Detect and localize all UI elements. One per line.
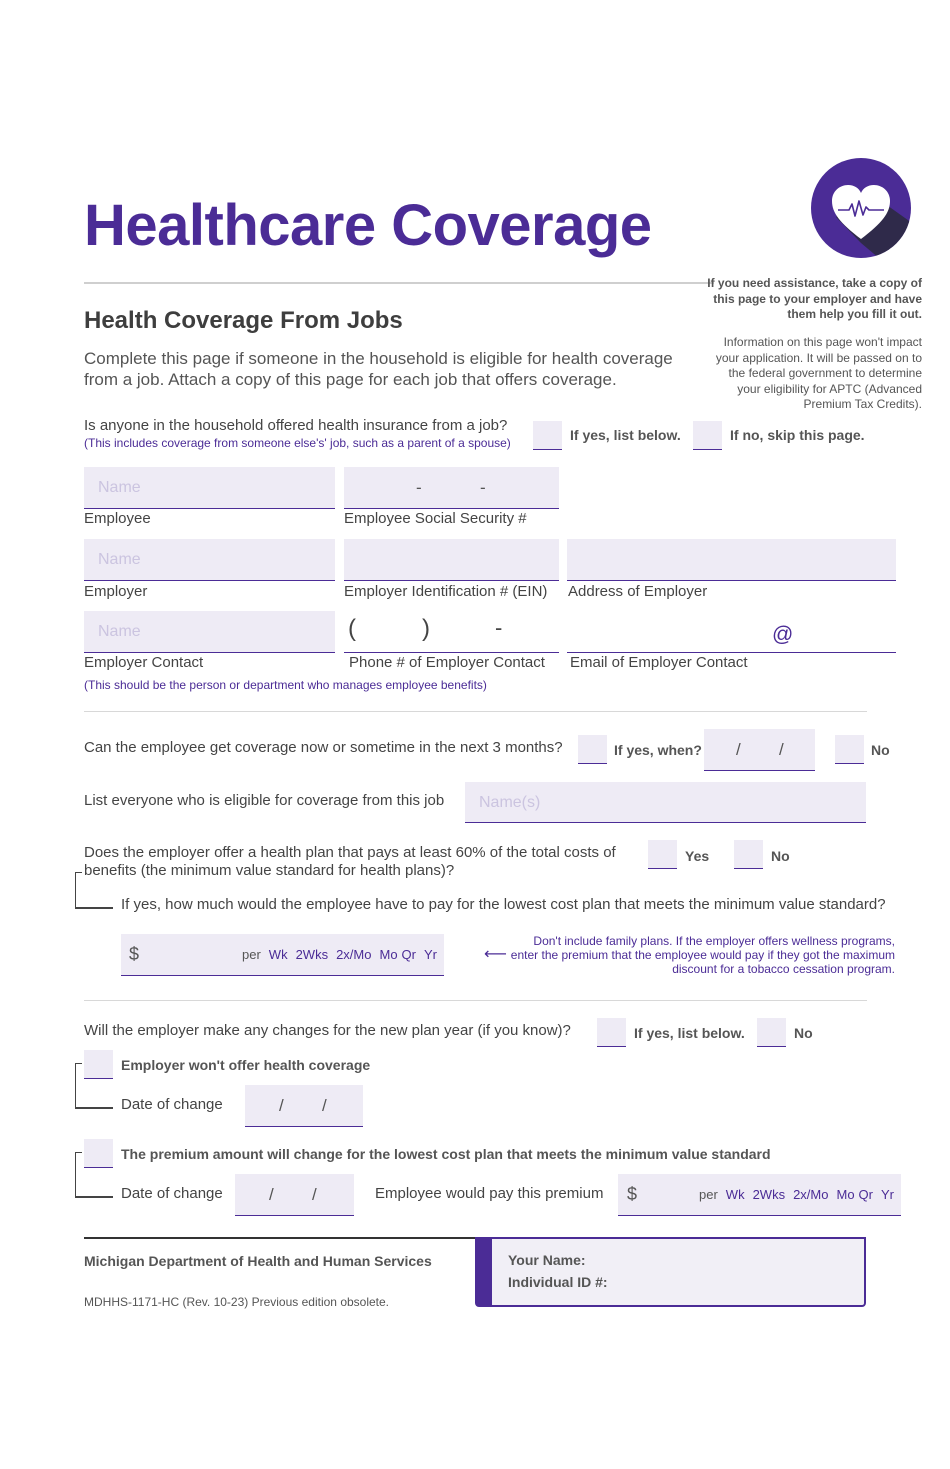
q2-yes-checkbox[interactable]: [578, 735, 607, 764]
q4-question-line1: Does the employer offer a health plan that pays at least 60% of the total costs of: [84, 844, 616, 861]
opt2-unit-mo[interactable]: Mo: [836, 1187, 855, 1202]
employer-contact-label: Employer Contact: [84, 654, 204, 671]
email-at-sign: @: [772, 623, 794, 646]
q5-no-checkbox[interactable]: [757, 1018, 786, 1047]
footer-rule: [84, 1237, 484, 1239]
q1-no-label: If no, skip this page.: [730, 427, 865, 443]
heart-pulse-icon: [810, 157, 912, 259]
section-intro: Complete this page if someone in the household is eligible for health coverage from a job. Attach a copy of this page for each job that offers coverage.: [84, 349, 673, 389]
opt1-label: Employer won't offer health coverage: [121, 1057, 371, 1073]
q4-note-line3: discount for a tobacco cessation program.: [672, 962, 895, 976]
q1-yes-label: If yes, list below.: [570, 427, 681, 443]
opt2-unit-2xmo[interactable]: 2x/Mo: [793, 1187, 829, 1202]
employee-label: Employee: [84, 510, 151, 527]
q4-no-checkbox[interactable]: [734, 840, 763, 869]
employer-contact-placeholder: Name: [98, 623, 141, 640]
contact-phone-label: Phone # of Employer Contact: [349, 654, 545, 671]
id-box: [475, 1237, 866, 1307]
arrow-left-icon: ⟵: [484, 946, 507, 963]
footer-form-number: MDHHS-1171-HC (Rev. 10-23) Previous edition obsolete.: [84, 1295, 390, 1309]
q2-date-sep-2: /: [779, 740, 784, 759]
q5-no-label: No: [794, 1025, 813, 1041]
q4-question-line2: benefits (the minimum value standard for health plans)?: [84, 862, 455, 879]
q4-no-label: No: [771, 848, 790, 864]
opt2-unit-2wks[interactable]: 2Wks: [752, 1187, 786, 1202]
ssn-label: Employee Social Security #: [344, 510, 527, 527]
q4-note-line1: Don't include family plans. If the employer offers wellness programs,: [533, 934, 895, 948]
q2-no-checkbox[interactable]: [835, 735, 864, 764]
q2-date-sep-1: /: [736, 740, 741, 759]
opt2-date-field[interactable]: [235, 1174, 354, 1216]
ein-label: Employer Identification # (EIN): [344, 583, 548, 600]
opt2-checkbox[interactable]: [84, 1139, 113, 1168]
your-name-label: Your Name:: [508, 1252, 586, 1268]
employer-address-field[interactable]: [567, 539, 896, 581]
ssn-dash-1: -: [416, 478, 422, 497]
ein-field[interactable]: [344, 539, 559, 581]
phone-dash: -: [495, 615, 503, 640]
opt2-unit-qr[interactable]: Qr: [858, 1187, 873, 1202]
footer-department: Michigan Department of Health and Human Services: [84, 1253, 432, 1269]
q1-yes-checkbox[interactable]: [533, 421, 562, 450]
q5-yes-checkbox[interactable]: [597, 1018, 626, 1047]
q4-premium-field[interactable]: [121, 934, 444, 976]
employer-address-label: Address of Employer: [568, 583, 708, 600]
opt2-date-sep-2: /: [312, 1185, 317, 1204]
q4-yes-label: Yes: [685, 848, 710, 864]
opt2-premium-label: Employee would pay this premium: [375, 1185, 604, 1202]
contact-email-label: Email of Employer Contact: [570, 654, 748, 671]
opt1-date-sep-1: /: [279, 1096, 284, 1115]
employer-contact-field[interactable]: [84, 611, 335, 653]
opt2-premium-field[interactable]: [618, 1174, 901, 1216]
contact-phone-field[interactable]: [344, 611, 559, 653]
q4-dollar-sign: $: [129, 944, 140, 964]
opt1-date-field[interactable]: [245, 1085, 363, 1127]
opt2-date-label: Date of change: [121, 1185, 223, 1202]
q4-unit-qr[interactable]: Qr: [401, 947, 416, 962]
contact-email-field[interactable]: [567, 611, 896, 653]
q2-date-field[interactable]: [704, 729, 815, 771]
opt1-checkbox[interactable]: [84, 1050, 113, 1079]
opt2-dollar-sign: $: [627, 1184, 638, 1204]
q4-unit-wk[interactable]: Wk: [268, 947, 288, 962]
ssn-dash-2: -: [480, 478, 486, 497]
q2-question: Can the employee get coverage now or sometime in the next 3 months?: [84, 739, 563, 756]
q1-no-checkbox[interactable]: [693, 421, 722, 450]
q4-frequency: [242, 947, 437, 962]
employee-name-placeholder: Name: [98, 479, 141, 496]
q1-question: Is anyone in the household offered health insurance from a job?: [84, 417, 508, 434]
info-note: Information on this page won't impact your application. It will be passed on to the federal government to determine your eligibility for APTC (Advanced Premium Tax Credits).: [715, 335, 922, 411]
page-title: Healthcare Coverage: [84, 193, 652, 258]
eligible-names-field[interactable]: [465, 782, 866, 823]
assistance-note: If you need assistance, take a copy of this page to your employer and have them help you fill it out.: [707, 276, 922, 321]
q4-unit-2wks[interactable]: 2Wks: [295, 947, 329, 962]
eligible-names-placeholder: Name(s): [479, 794, 541, 811]
opt2-connector: [75, 1196, 113, 1198]
individual-id-label: Individual ID #:: [508, 1274, 608, 1290]
phone-open-paren: (: [348, 615, 356, 642]
q4-unit-mo[interactable]: Mo: [379, 947, 398, 962]
opt2-frequency: [699, 1187, 894, 1202]
section-title: Health Coverage From Jobs: [84, 307, 403, 334]
opt2-unit-yr[interactable]: Yr: [881, 1187, 894, 1202]
opt1-date-sep-2: /: [322, 1096, 327, 1115]
q5-question: Will the employer make any changes for the new plan year (if you know)?: [84, 1022, 571, 1039]
q4-per-label: per: [242, 947, 261, 962]
opt2-per-label: per: [699, 1187, 718, 1202]
opt1-date-label: Date of change: [121, 1096, 223, 1113]
employer-name-placeholder: Name: [98, 551, 141, 568]
header-divider: [84, 282, 714, 284]
q4-unit-yr[interactable]: Yr: [424, 947, 437, 962]
q4-note-line2: enter the premium that the employee would pay if they got the maximum: [510, 948, 895, 962]
opt2-unit-wk[interactable]: Wk: [725, 1187, 745, 1202]
opt1-connector: [75, 1107, 113, 1109]
phone-close-paren: ): [422, 615, 430, 642]
q4-yes-checkbox[interactable]: [648, 840, 677, 869]
contact-note: (This should be the person or department who manages employee benefits): [84, 678, 487, 692]
employee-name-field[interactable]: [84, 467, 335, 509]
opt2-date-sep-1: /: [269, 1185, 274, 1204]
q3-question: List everyone who is eligible for coverage from this job: [84, 792, 445, 809]
divider-1: [84, 711, 867, 712]
q2-yes-label: If yes, when?: [614, 742, 702, 758]
q1-note: (This includes coverage from someone else's' job, such as a parent of a spouse): [84, 436, 511, 450]
opt1-bracket: [75, 1063, 82, 1108]
q4-connector: [75, 907, 113, 909]
employer-name-field[interactable]: [84, 539, 335, 581]
q4-bracket: [75, 872, 82, 908]
q5-yes-label: If yes, list below.: [634, 1025, 745, 1041]
employer-label: Employer: [84, 583, 148, 600]
ssn-field[interactable]: [344, 467, 559, 509]
q4-unit-2xmo[interactable]: 2x/Mo: [336, 947, 372, 962]
opt2-label: The premium amount will change for the lowest cost plan that meets the minimum value standard: [121, 1146, 771, 1162]
divider-2: [84, 1000, 867, 1001]
q4-subquestion: If yes, how much would the employee have to pay for the lowest cost plan that meets the minimum value standard?: [121, 896, 886, 913]
opt2-bracket: [75, 1152, 82, 1197]
q2-no-label: No: [871, 742, 890, 758]
